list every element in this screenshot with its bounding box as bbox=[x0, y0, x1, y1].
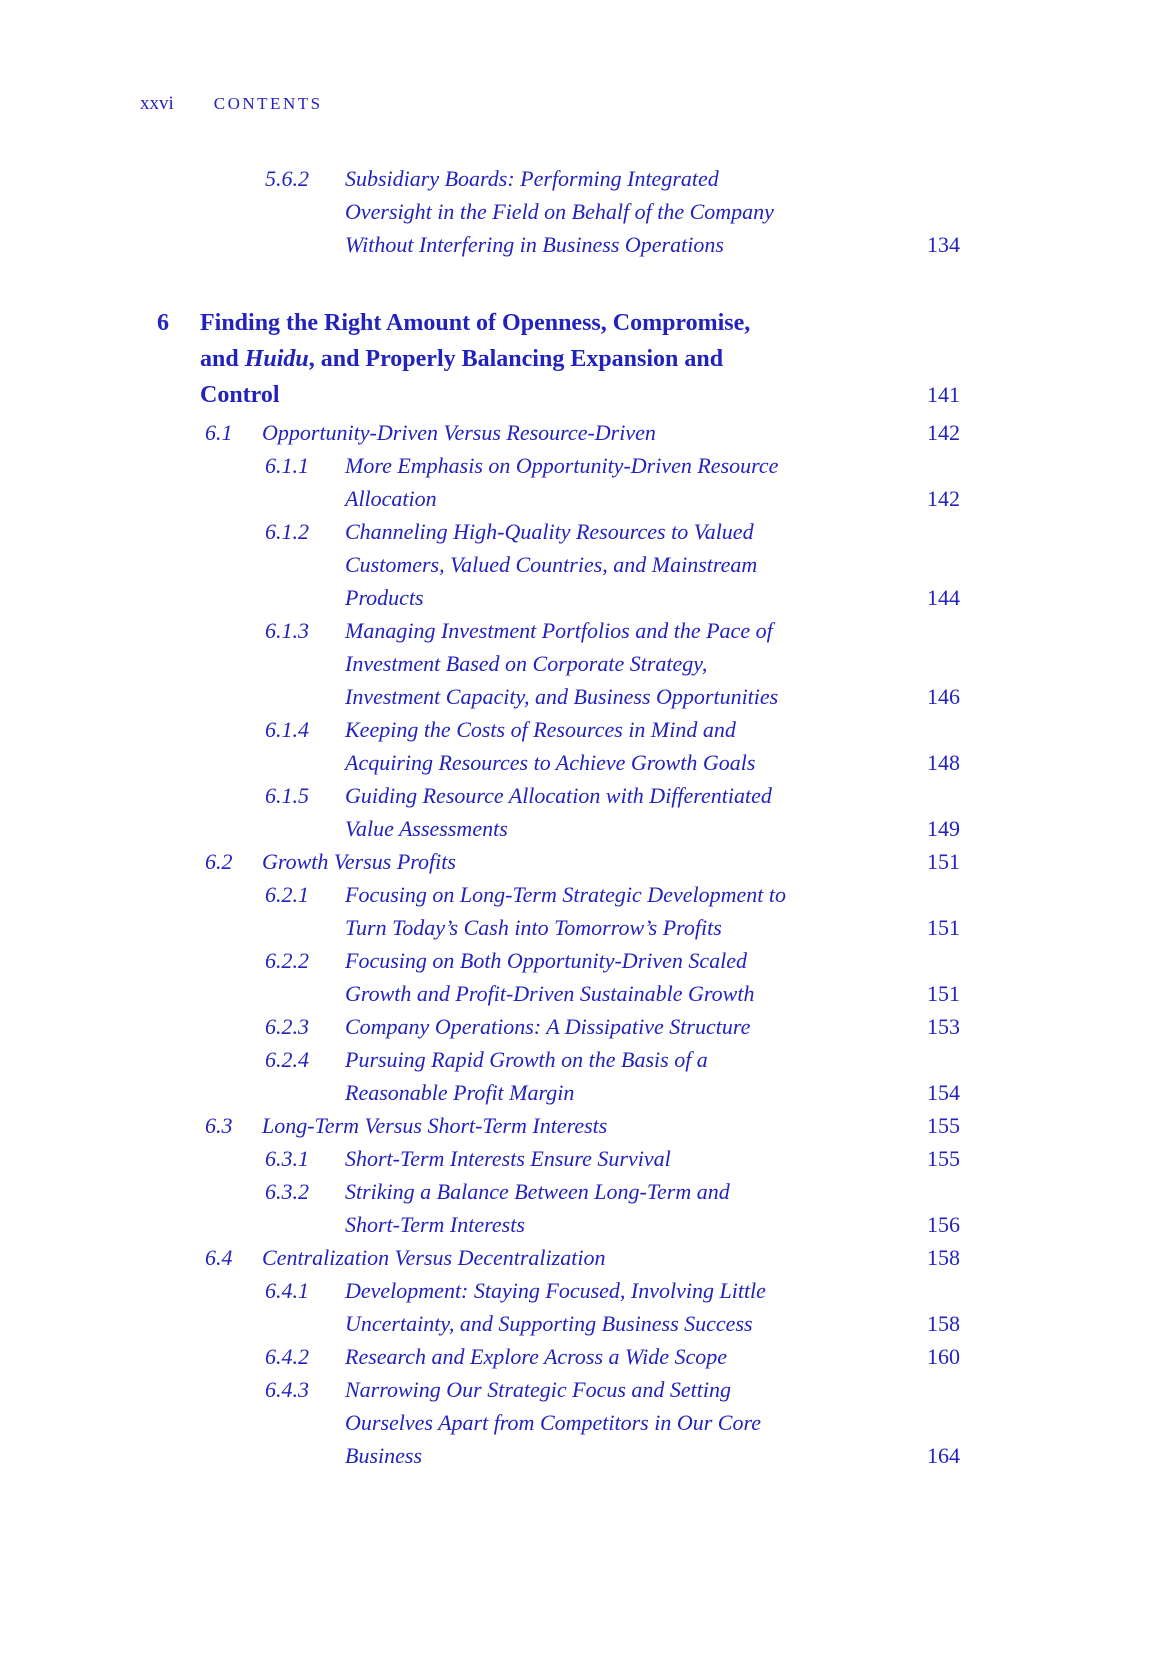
entry-title: Opportunity-Driven Versus Resource-Driven bbox=[262, 420, 656, 445]
entry-title: Centralization Versus Decentralization bbox=[262, 1245, 606, 1270]
toc-entry bbox=[265, 1373, 960, 1472]
toc-entry bbox=[265, 713, 960, 779]
entry-page: 160 bbox=[927, 1344, 960, 1369]
toc-entry bbox=[265, 1010, 960, 1043]
entry-page: 151 bbox=[927, 849, 960, 874]
entry-page: 164 bbox=[927, 1443, 960, 1468]
entry-title: Subsidiary Boards: Performing Integrated Oversight in the Field on Behalf of the Company Without Interfering in Business Operations bbox=[345, 166, 774, 257]
entry-title: Managing Investment Portfolios and the Pace of Investment Based on Corporate Strategy, Investment Capacity, and Business Opportunities bbox=[345, 618, 779, 709]
entry-page: 151 bbox=[927, 981, 960, 1006]
entry-page: 144 bbox=[927, 585, 960, 610]
toc-entry bbox=[205, 416, 960, 449]
entry-page: 141 bbox=[927, 382, 960, 407]
entry-title: Company Operations: A Dissipative Structure bbox=[345, 1014, 751, 1039]
entry-title: Channeling High-Quality Resources to Valued Customers, Valued Countries, and Mainstream Products bbox=[345, 519, 758, 610]
entry-number: 6.4.3 bbox=[265, 1377, 309, 1402]
entry-page: 149 bbox=[927, 816, 960, 841]
entry-title: Narrowing Our Strategic Focus and Setting Ourselves Apart from Competitors in Our Core Business bbox=[345, 1377, 761, 1468]
toc-entry bbox=[265, 1274, 960, 1340]
entry-page: 142 bbox=[927, 420, 960, 445]
entry-number: 6.1.3 bbox=[265, 618, 309, 643]
toc-entry bbox=[265, 449, 960, 515]
entry-title: Long-Term Versus Short-Term Interests bbox=[262, 1113, 608, 1138]
entry-title: Striking a Balance Between Long-Term and Short-Term Interests bbox=[345, 1179, 730, 1237]
entry-number: 6.4.1 bbox=[265, 1278, 309, 1303]
entry-page: 146 bbox=[927, 684, 960, 709]
entry-number: 6.1.5 bbox=[265, 783, 309, 808]
entry-number: 6.2 bbox=[205, 849, 233, 874]
entry-page: 134 bbox=[927, 232, 960, 257]
toc-entry bbox=[265, 614, 960, 713]
entry-number: 6.3.1 bbox=[265, 1146, 309, 1171]
entry-number: 6.1 bbox=[205, 420, 233, 445]
toc-entry bbox=[265, 1142, 960, 1175]
toc-entries bbox=[157, 162, 960, 1472]
entry-number: 6.2.4 bbox=[265, 1047, 309, 1072]
page-folio: xxvi bbox=[140, 93, 174, 114]
entry-page: 153 bbox=[927, 1014, 960, 1039]
entry-number: 6.1.4 bbox=[265, 717, 309, 742]
entry-title: Guiding Resource Allocation with Differentiated Value Assessments bbox=[345, 783, 772, 841]
entry-page: 151 bbox=[927, 915, 960, 940]
entry-title: Research and Explore Across a Wide Scope bbox=[345, 1344, 728, 1369]
entry-title: More Emphasis on Opportunity-Driven Resource Allocation bbox=[345, 453, 779, 511]
entry-title: Focusing on Long-Term Strategic Development to Turn Today’s Cash into Tomorrow’s Profits bbox=[345, 882, 786, 940]
running-head bbox=[140, 92, 1166, 116]
entry-page: 154 bbox=[927, 1080, 960, 1105]
running-head-title: CONTENTS bbox=[213, 94, 323, 113]
entry-title: Finding the Right Amount of Openness, Compromise, and Huidu, and Properly Balancing Expansion and Control bbox=[200, 310, 751, 408]
entry-title: Pursuing Rapid Growth on the Basis of a Reasonable Profit Margin bbox=[345, 1047, 708, 1105]
entry-title: Keeping the Costs of Resources in Mind and Acquiring Resources to Achieve Growth Goals bbox=[345, 717, 756, 775]
entry-page: 158 bbox=[927, 1311, 960, 1336]
entry-page: 155 bbox=[927, 1113, 960, 1138]
entry-page: 148 bbox=[927, 750, 960, 775]
entry-page: 158 bbox=[927, 1245, 960, 1270]
entry-page: 155 bbox=[927, 1146, 960, 1171]
entry-number: 6.1.1 bbox=[265, 453, 309, 478]
entry-page: 142 bbox=[927, 486, 960, 511]
entry-number: 6.2.1 bbox=[265, 882, 309, 907]
entry-number: 6.2.3 bbox=[265, 1014, 309, 1039]
entry-title: Development: Staying Focused, Involving Little Uncertainty, and Supporting Business Success bbox=[345, 1278, 766, 1336]
entry-number: 6.4 bbox=[205, 1245, 233, 1270]
entry-number: 6.1.2 bbox=[265, 519, 309, 544]
entry-number: 6.3.2 bbox=[265, 1179, 309, 1204]
entry-number: 5.6.2 bbox=[265, 166, 309, 191]
toc-entry bbox=[265, 779, 960, 845]
entry-title: Short-Term Interests Ensure Survival bbox=[345, 1146, 671, 1171]
entry-number: 6 bbox=[157, 310, 169, 336]
toc-entry bbox=[205, 1109, 960, 1142]
toc-entry bbox=[265, 944, 960, 1010]
toc-entry bbox=[265, 515, 960, 614]
toc-entry bbox=[265, 878, 960, 944]
entry-title: Growth Versus Profits bbox=[262, 849, 456, 874]
toc-entry bbox=[205, 845, 960, 878]
toc-entry bbox=[205, 1241, 960, 1274]
toc-entry bbox=[265, 1340, 960, 1373]
toc-entry bbox=[265, 1175, 960, 1241]
entry-page: 156 bbox=[927, 1212, 960, 1237]
toc-entry bbox=[157, 305, 960, 413]
entry-number: 6.4.2 bbox=[265, 1344, 309, 1369]
entry-title: Focusing on Both Opportunity-Driven Scaled Growth and Profit-Driven Sustainable Growth bbox=[345, 948, 755, 1006]
entry-number: 6.3 bbox=[205, 1113, 233, 1138]
entry-number: 6.2.2 bbox=[265, 948, 309, 973]
toc-entry bbox=[265, 1043, 960, 1109]
toc-entry bbox=[265, 162, 960, 261]
